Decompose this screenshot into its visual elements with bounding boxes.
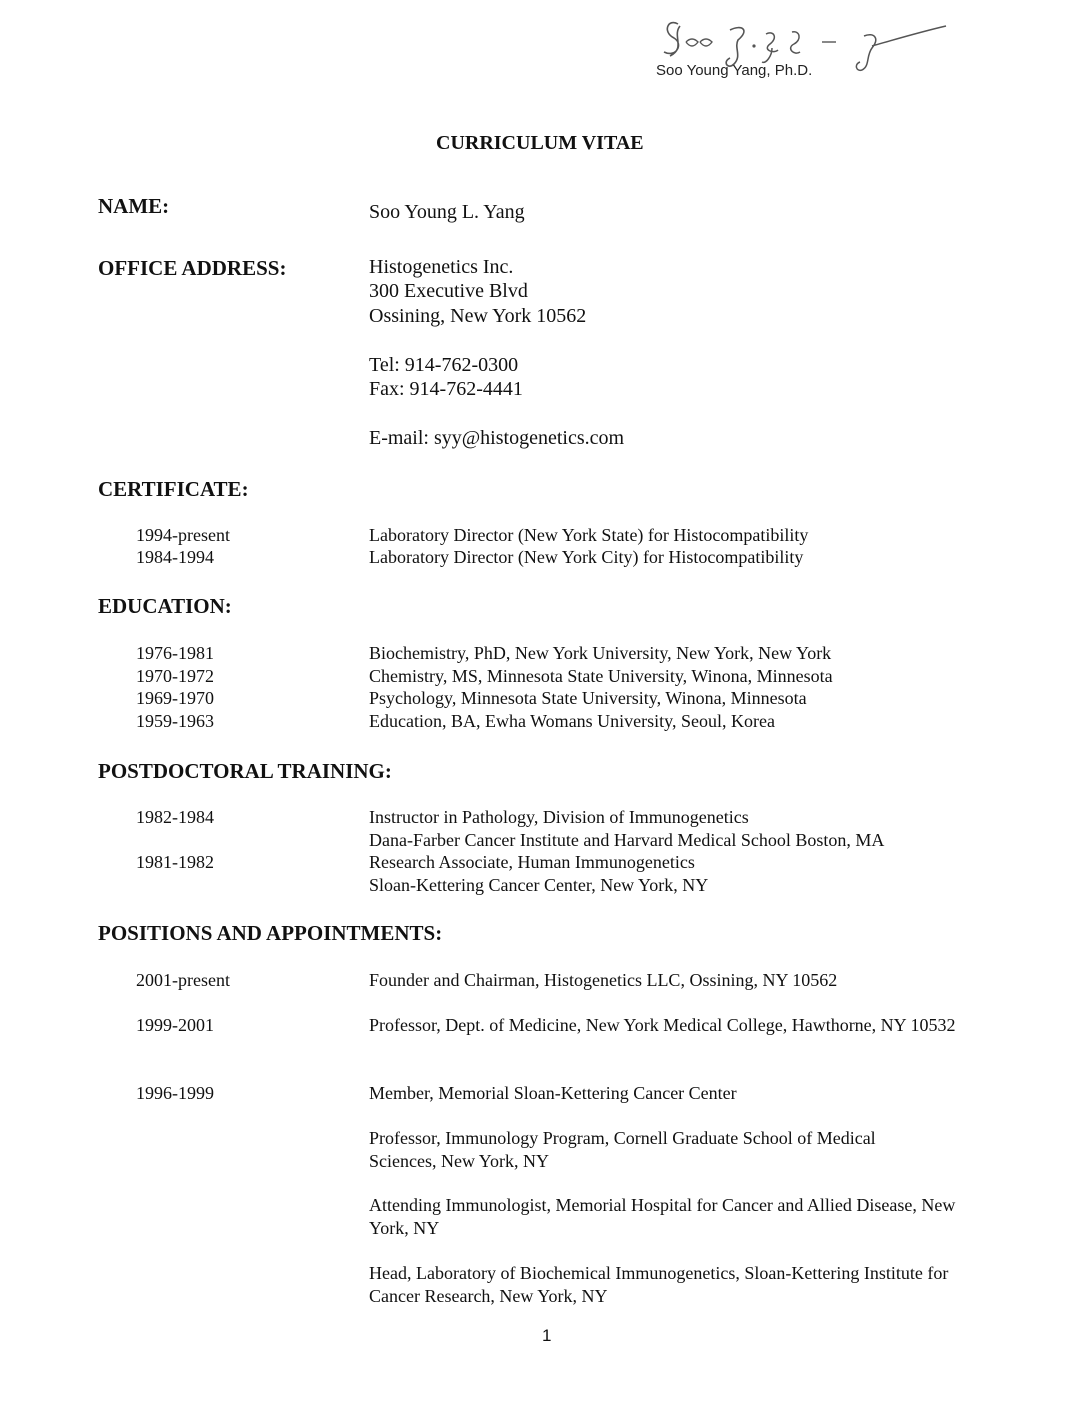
office-email: E-mail: syy@histogenetics.com	[369, 427, 625, 449]
office-fax: Fax: 914-762-4441	[369, 378, 523, 400]
education-date: 1969-1970	[136, 688, 214, 708]
postdoc-heading: POSTDOCTORAL TRAINING:	[98, 759, 392, 783]
education-date: 1959-1963	[136, 711, 214, 731]
office-address-line-3: Ossining, New York 10562	[369, 305, 587, 327]
position-date: 1996-1999	[136, 1083, 214, 1103]
postdoc-line-1: Instructor in Pathology, Division of Immunogenetics	[369, 807, 749, 827]
postdoc-text	[369, 851, 989, 896]
education-date: 1976-1981	[136, 643, 214, 663]
document-title: CURRICULUM VITAE	[436, 132, 644, 154]
office-address-line-1: Histogenetics Inc.	[369, 256, 514, 278]
position-text: Professor, Immunology Program, Cornell Graduate School of Medical Sciences, New York, NY	[369, 1128, 876, 1171]
education-text: Biochemistry, PhD, New York University, New York, New York	[369, 643, 832, 663]
postdoc-date: 1981-1982	[136, 852, 214, 872]
postdoc-line-2: Dana-Farber Cancer Institute and Harvard Medical School Boston, MA	[369, 829, 885, 850]
education-text: Chemistry, MS, Minnesota State University, Winona, Minnesota	[369, 666, 833, 686]
office-tel: Tel: 914-762-0300	[369, 354, 519, 376]
position-text: Head, Laboratory of Biochemical Immunogenetics, Sloan-Kettering Institute for Cancer Research, New York, NY	[369, 1263, 949, 1306]
position-text: Professor, Dept. of Medicine, New York Medical College, Hawthorne, NY 10532	[369, 1015, 956, 1035]
postdoc-line-2: Sloan-Kettering Cancer Center, New York, NY	[369, 874, 709, 895]
certificate-text: Laboratory Director (New York City) for Histocompatibility	[369, 547, 804, 567]
signature-caption: Soo Young Yang, Ph.D.	[656, 62, 813, 79]
page-number: 1	[542, 1326, 552, 1345]
position-date: 2001-present	[136, 970, 230, 990]
education-text: Psychology, Minnesota State University, Winona, Minnesota	[369, 688, 807, 708]
office-address-line-2: 300 Executive Blvd	[369, 280, 528, 302]
education-text: Education, BA, Ewha Womans University, Seoul, Korea	[369, 711, 775, 731]
postdoc-text	[369, 806, 989, 851]
education-date: 1970-1972	[136, 666, 214, 686]
position-text: Founder and Chairman, Histogenetics LLC, Ossining, NY 10562	[369, 970, 838, 990]
certificate-date: 1994-present	[136, 525, 230, 545]
office-address-label: OFFICE ADDRESS:	[98, 256, 287, 280]
positions-heading: POSITIONS AND APPOINTMENTS:	[98, 921, 443, 945]
name-label: NAME:	[98, 194, 170, 218]
education-heading: EDUCATION:	[98, 594, 232, 618]
certificate-date: 1984-1994	[136, 547, 214, 567]
certificate-text: Laboratory Director (New York State) for Histocompatibility	[369, 525, 809, 545]
name-value: Soo Young L. Yang	[369, 201, 525, 223]
postdoc-date: 1982-1984	[136, 807, 214, 827]
certificate-heading: CERTIFICATE:	[98, 477, 249, 501]
position-text: Attending Immunologist, Memorial Hospital for Cancer and Allied Disease, New York, NY	[369, 1195, 956, 1238]
position-date: 1999-2001	[136, 1015, 214, 1035]
postdoc-line-1: Research Associate, Human Immunogenetics	[369, 852, 695, 872]
position-text: Member, Memorial Sloan-Kettering Cancer Center	[369, 1083, 737, 1103]
